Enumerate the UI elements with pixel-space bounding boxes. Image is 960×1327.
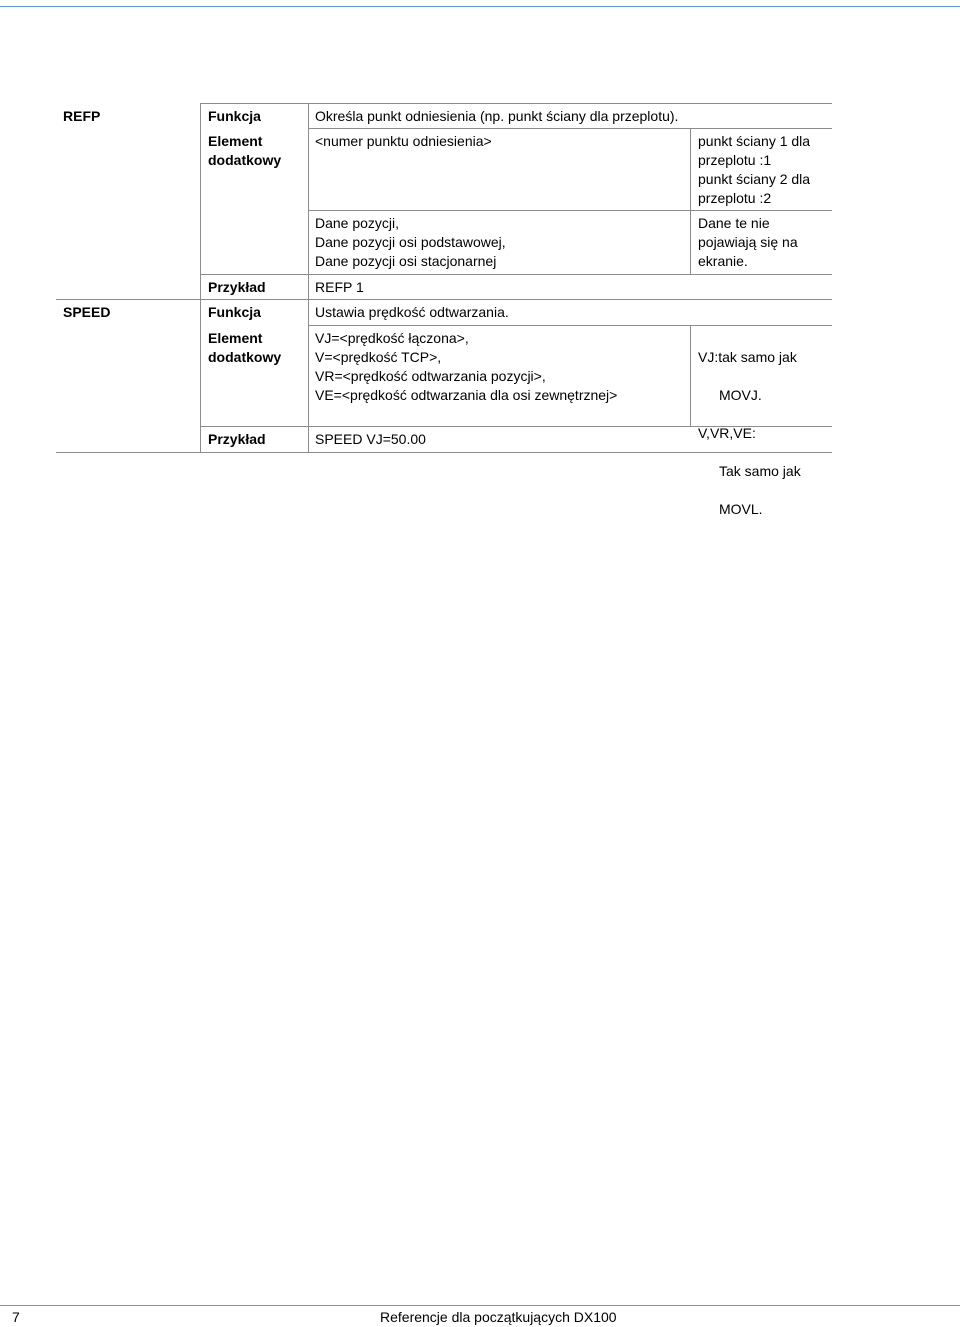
speed-note-line: MOVJ.	[719, 387, 762, 403]
speed-note-line: VJ:tak samo jak	[698, 349, 797, 365]
speed-funkcja-text: Ustawia prędkość odtwarzania.	[315, 304, 509, 320]
refp-element-1-text: <numer punktu odniesienia>	[315, 133, 492, 149]
page-number: 7	[12, 1309, 20, 1325]
speed-przyklad-label: Przykład	[208, 431, 266, 447]
speed-note-line: Tak samo jak	[719, 463, 801, 479]
speed-element-note	[698, 329, 828, 538]
speed-note-line: MOVL.	[719, 501, 763, 517]
speed-przyklad-text: SPEED VJ=50.00	[315, 431, 426, 447]
header-rule	[0, 6, 960, 7]
table-line	[200, 103, 832, 104]
refp-przyklad-text: REFP 1	[315, 279, 364, 295]
table-line	[308, 210, 832, 211]
speed-funkcja-label: Funkcja	[208, 304, 261, 320]
refp-funkcja-label: Funkcja	[208, 108, 261, 124]
table-line	[200, 274, 832, 275]
footer-rule	[0, 1305, 960, 1306]
refp-funkcja-text: Określa punkt odniesienia (np. punkt ściany dla przeplotu).	[315, 108, 679, 124]
refp-element-1-note: punkt ściany 1 dla przeplotu :1 punkt ściany 2 dla przeplotu :2	[698, 133, 811, 206]
command-name-speed: SPEED	[63, 304, 111, 320]
speed-element-text: VJ=<prędkość łączona>, V=<prędkość TCP>, VR=<prędkość odtwarzania pozycji>, VE=<prędkość odtwarzania dla osi zewnętrznej>	[315, 330, 618, 403]
table-line	[200, 103, 201, 452]
speed-note-line: V,VR,VE:	[698, 425, 756, 441]
table-line	[308, 128, 832, 129]
refp-element-label: Element dodatkowy	[208, 133, 282, 168]
table-line	[690, 325, 691, 426]
table-line	[308, 325, 832, 326]
refp-element-2-note: Dane te nie pojawiają się na ekranie.	[698, 215, 798, 269]
command-name-refp: REFP	[63, 108, 101, 124]
refp-element-2-text: Dane pozycji, Dane pozycji osi podstawowej, Dane pozycji osi stacjonarnej	[315, 215, 506, 269]
table-line	[56, 299, 832, 300]
speed-element-label: Element dodatkowy	[208, 330, 282, 365]
table-line	[308, 103, 309, 452]
table-line	[690, 128, 691, 274]
footer-title: Referencje dla początkujących DX100	[380, 1309, 617, 1325]
refp-przyklad-label: Przykład	[208, 279, 266, 295]
